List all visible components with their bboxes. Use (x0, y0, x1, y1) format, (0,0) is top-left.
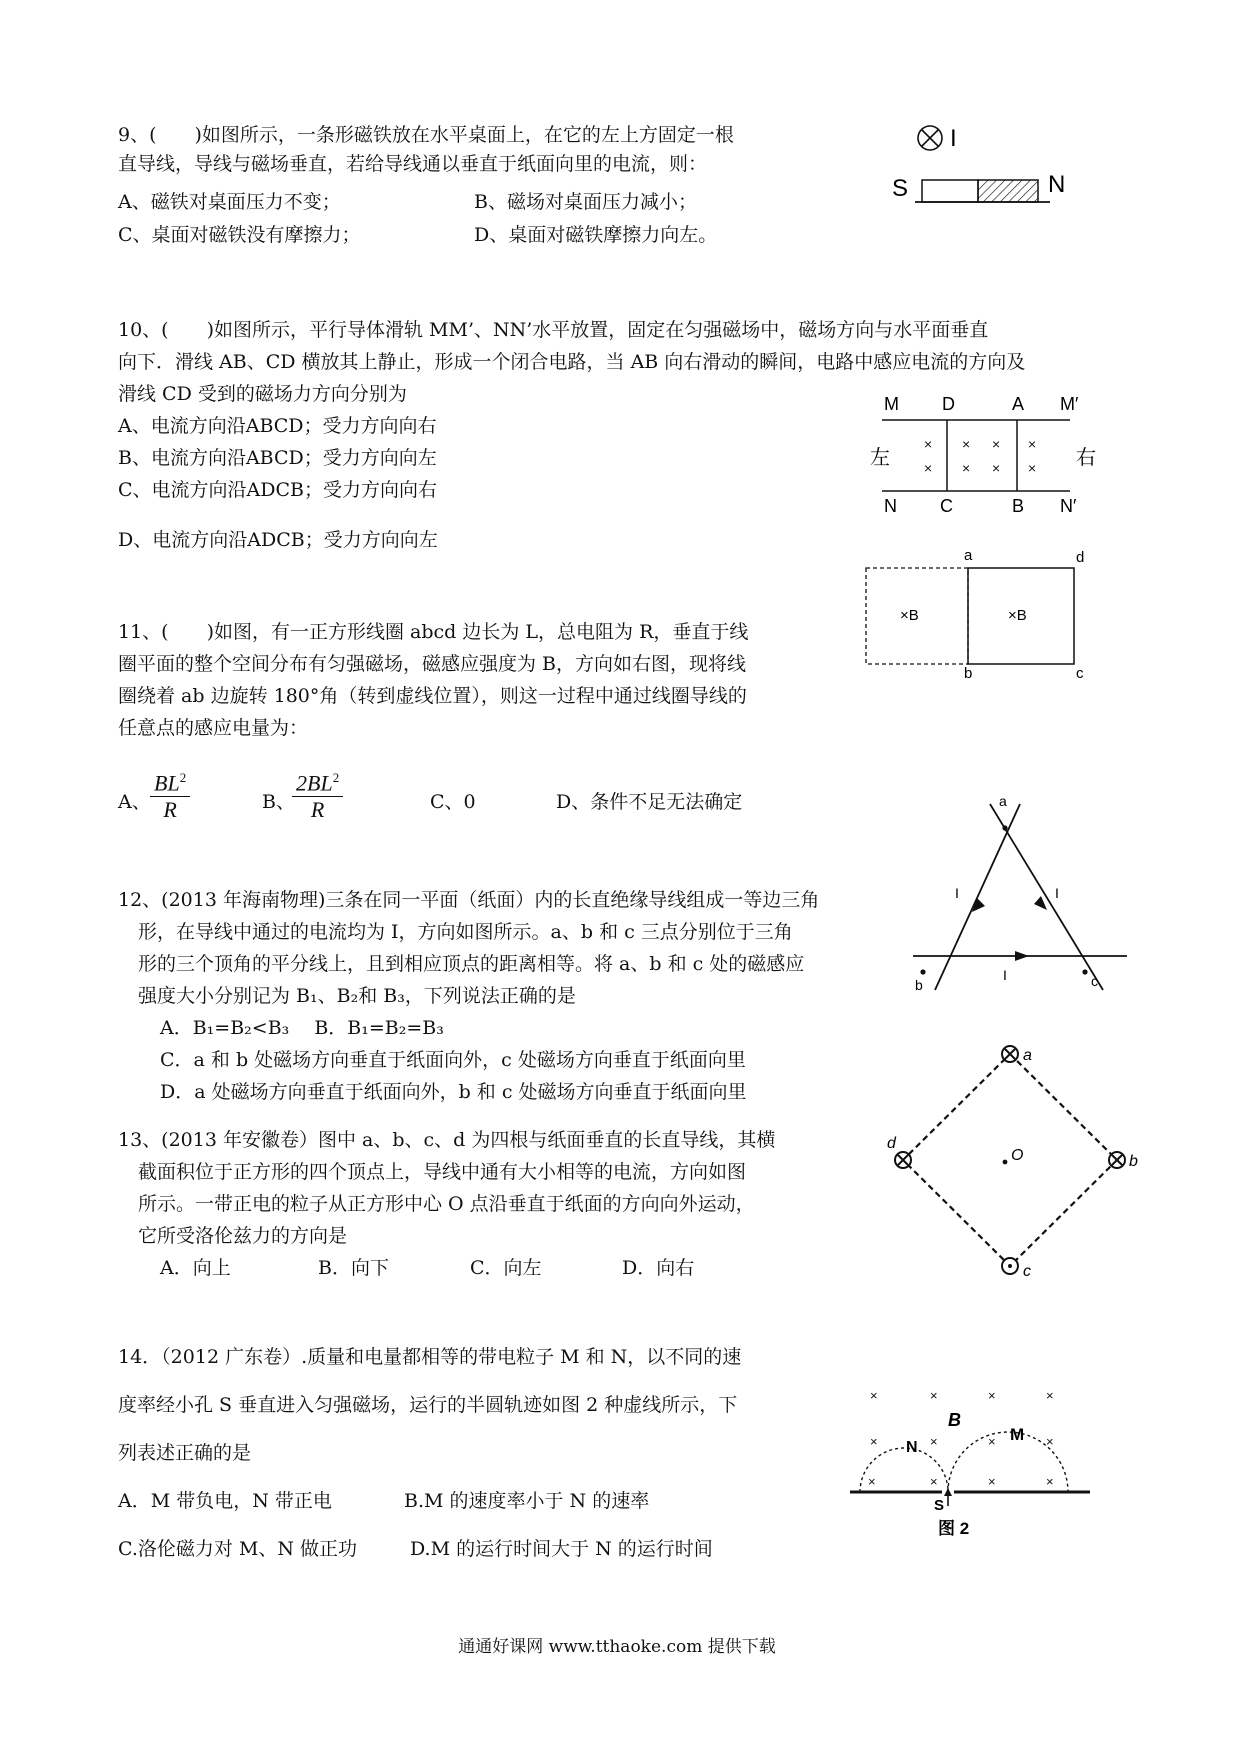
field-mark: × (924, 460, 933, 476)
current-label: I (950, 125, 957, 152)
field-mark: × (868, 1474, 876, 1489)
q12-option-d: D．a 处磁场方向垂直于纸面向外，b 和 c 处磁场方向垂直于纸面向里 (160, 1081, 747, 1103)
figure-caption: 图 2 (938, 1519, 970, 1538)
q11-stem-line3: 圈绕着 ab 边旋转 180°角（转到虚线位置），则这一过程中通过线圈导线的 (118, 685, 747, 707)
label-M-prime: M′ (1060, 394, 1079, 414)
north-pole-label: N (1048, 171, 1066, 198)
q11-stem-line2: 圈平面的整个空间分布有匀强磁场，磁感应强度为 B，方向如右图，现将线 (118, 653, 747, 675)
label-right: 右 (1076, 447, 1096, 469)
field-mark: × (870, 1434, 878, 1449)
label-I-bottom: I (1003, 967, 1007, 983)
wire-right (990, 804, 1103, 990)
q14-stem-line2: 度率经小孔 S 垂直进入匀强磁场，运行的半圆轨迹如图 2 种虚线所示，下 (118, 1394, 738, 1416)
current-into-page-icon (918, 126, 942, 150)
q14-option-d: D.M 的运行时间大于 N 的运行时间 (410, 1538, 713, 1560)
label-left: 左 (870, 447, 890, 469)
q9-option-d: D、桌面对磁铁摩擦力向左。 (474, 224, 718, 246)
q11-stem-line4: 任意点的感应电量为： (118, 717, 309, 739)
label-d: d (1076, 549, 1085, 566)
wire-b-into-page-icon (1109, 1152, 1125, 1168)
q9-option-c: C、桌面对磁铁没有摩擦力； (118, 224, 361, 246)
q12-stem-line4: 强度大小分别记为 B₁、B₂和 B₃，下列说法正确的是 (138, 985, 576, 1007)
q11-option-d: D、条件不足无法确定 (556, 791, 743, 813)
q14-stem-line1: 14．（2012 广东卷）.质量和电量都相等的带电粒子 M 和 N，以不同的速 (118, 1346, 742, 1368)
label-S: S (934, 1497, 945, 1514)
q13-stem-line2: 截面积位于正方形的四个顶点上，导线中通有大小相等的电流，方向如图 (138, 1161, 747, 1183)
field-mark: × (962, 460, 971, 476)
label-C: C (940, 496, 953, 516)
label-c: c (1076, 665, 1084, 682)
center-point-O (1003, 1160, 1008, 1165)
q10-option-d: D、电流方向沿ADCB；受力方向向左 (118, 529, 438, 551)
q14-stem-line3: 列表述正确的是 (118, 1442, 252, 1464)
label-N-prime: N′ (1060, 496, 1077, 516)
q9-option-b: B、磁场对桌面压力减小； (474, 191, 697, 213)
field-label-left: ×B (900, 607, 919, 624)
wire-c-out-of-page-icon (1002, 1258, 1018, 1274)
q14-option-c: C.洛伦磁力对 M、N 做正功 (118, 1538, 358, 1560)
q13-option-d: D．向右 (622, 1257, 695, 1279)
label-N: N (906, 1439, 918, 1456)
q13-square-wires-figure (885, 1040, 1138, 1280)
q13-option-b: B．向下 (318, 1257, 389, 1279)
q12-stem-line3: 形的三个顶角的平分线上，且到相应顶点的距离相等。将 a、b 和 c 处的磁感应 (138, 953, 805, 975)
q9-option-a: A、磁铁对桌面压力不变； (118, 191, 341, 213)
field-mark: × (962, 436, 971, 452)
q10-stem-line2: 向下．滑线 AB、CD 横放其上静止，形成一个闭合电路，当 AB 向右滑动的瞬间，电路中感应电流的方向及 (118, 351, 1026, 373)
q13-stem-line4: 它所受洛伦兹力的方向是 (138, 1225, 348, 1247)
q9-stem-line1: 9、( )如图所示，一条形磁铁放在水平桌面上，在它的左上方固定一根 (118, 124, 734, 146)
q13-option-c: C．向左 (470, 1257, 542, 1279)
label-b: b (964, 665, 973, 682)
label-a: a (999, 793, 1007, 809)
label-b: b (1129, 1153, 1138, 1170)
field-mark: × (988, 1434, 996, 1449)
label-M: M (884, 394, 899, 414)
q14-semicircle-figure (850, 1380, 1100, 1560)
q11-option-b-label: B、 (262, 791, 295, 813)
field-mark: × (870, 1388, 878, 1403)
q12-option-c: C．a 和 b 处磁场方向垂直于纸面向外，c 处磁场方向垂直于纸面向里 (160, 1049, 746, 1071)
field-mark: × (924, 436, 933, 452)
field-mark: × (1046, 1388, 1054, 1403)
field-mark: × (1028, 436, 1037, 452)
label-c: c (1023, 1263, 1031, 1280)
square-outline (903, 1054, 1117, 1266)
q12-stem-line1: 12、(2013 年海南物理)三条在同一平面（纸面）内的长直绝缘导线组成一等边三角 (118, 889, 820, 911)
field-mark: × (930, 1388, 938, 1403)
label-a: a (1023, 1047, 1032, 1064)
q14-option-b: B.M 的速度率小于 N 的速率 (404, 1490, 650, 1512)
label-c: c (1091, 973, 1098, 989)
arrow-right-wire (1034, 896, 1047, 910)
label-I-left: I (955, 885, 959, 901)
q10-option-b: B、电流方向沿ABCD；受力方向向左 (118, 447, 437, 469)
magnet-south-half (922, 180, 978, 202)
q10-option-c: C、电流方向沿ADCB；受力方向向右 (118, 479, 437, 501)
field-mark: × (988, 1388, 996, 1403)
label-D: D (942, 394, 955, 414)
field-mark: × (992, 436, 1001, 452)
q13-stem-line3: 所示。一带正电的粒子从正方形中心 O 点沿垂直于纸面的方向向外运动， (138, 1193, 755, 1215)
south-pole-label: S (892, 175, 909, 202)
point-a (1002, 825, 1007, 830)
label-N: N (884, 496, 897, 516)
q11-stem-line1: 11、( )如图，有一正方形线圈 abcd 边长为 L，总电阻为 R，垂直于线 (118, 621, 749, 643)
q10-stem-line1: 10、( )如图所示，平行导体滑轨 MM’、NN’水平放置，固定在匀强磁场中，磁场方向与水平面垂直 (118, 319, 989, 341)
arrow-bottom-wire (1015, 951, 1029, 961)
field-mark: × (930, 1434, 938, 1449)
field-mark: × (1046, 1434, 1054, 1449)
label-B: B (1012, 496, 1025, 516)
q9-stem-line2: 直导线，导线与磁场垂直，若给导线通以垂直于纸面向里的电流，则： (118, 153, 708, 175)
field-mark: × (1046, 1474, 1054, 1489)
q9-magnet-figure (880, 118, 1080, 218)
field-mark: × (988, 1474, 996, 1489)
q10-stem-line3: 滑线 CD 受到的磁场力方向分别为 (118, 383, 407, 405)
q13-option-a: A．向上 (160, 1257, 231, 1279)
q11-option-a-label: A、 (118, 791, 151, 813)
magnet-north-half (978, 180, 1038, 202)
page-footer: 通通好课网 www.tthaoke.com 提供下载 (458, 1637, 776, 1657)
q10-rails-figure (870, 388, 1120, 523)
field-label-B: B (948, 1410, 961, 1430)
label-a: a (964, 547, 973, 564)
q12-options-ab: A．B₁=B₂<B₃ B．B₁=B₂=B₃ (160, 1017, 444, 1039)
q12-triangle-figure (905, 790, 1135, 1000)
entry-arrowhead (944, 1488, 952, 1496)
wire-d-into-page-icon (895, 1152, 911, 1168)
label-b: b (915, 977, 923, 993)
label-I-right: I (1055, 885, 1059, 901)
q13-stem-line1: 13、(2013 年安徽卷）图中 a、b、c、d 为四根与纸面垂直的长直导线，其横 (118, 1129, 776, 1151)
point-b (920, 969, 925, 974)
wire-a-into-page-icon (1002, 1046, 1018, 1062)
q11-option-a-fraction: $\frac{BL^2}{R}$ (150, 770, 190, 823)
q10-option-a: A、电流方向沿ABCD；受力方向向右 (118, 415, 437, 437)
q11-option-b-fraction: $\frac{2BL^2}{R}$ (292, 770, 343, 823)
field-label-right: ×B (1008, 607, 1027, 624)
q14-option-a: A．M 带负电，N 带正电 (118, 1490, 332, 1512)
field-mark: × (1028, 460, 1037, 476)
q11-coil-figure (862, 547, 1102, 682)
label-M: M (1010, 1425, 1025, 1444)
label-A: A (1012, 394, 1025, 414)
point-c (1082, 969, 1087, 974)
q12-stem-line2: 形，在导线中通过的电流均为 I，方向如图所示。a、b 和 c 三点分别位于三角 (138, 921, 793, 943)
field-mark: × (930, 1474, 938, 1489)
q11-option-c: C、0 (430, 791, 476, 813)
label-O: O (1011, 1147, 1024, 1164)
field-mark: × (992, 460, 1001, 476)
label-d: d (887, 1135, 896, 1152)
